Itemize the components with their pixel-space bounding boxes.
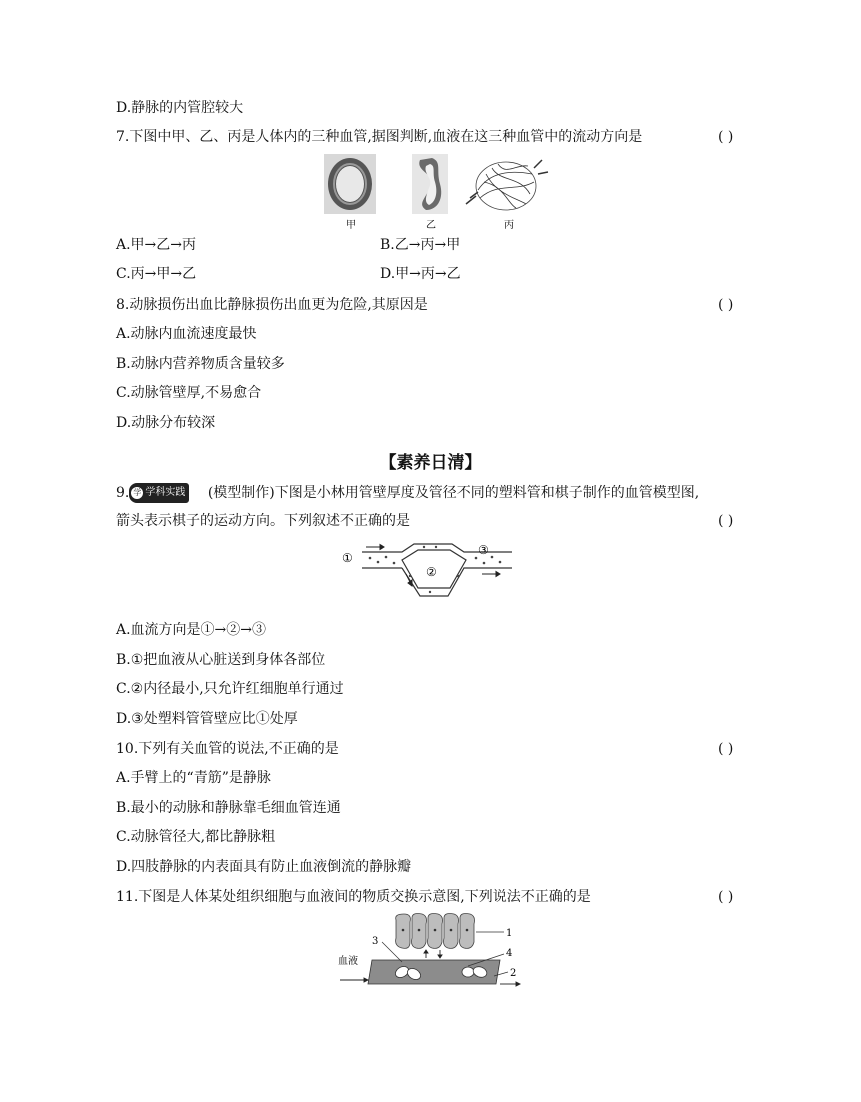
q9-stem-line2: 箭头表示棋子的运动方向。下列叙述不正确的是 (116, 513, 410, 529)
q11-stem: 11.下图是人体某处组织细胞与血液间的物质交换示意图,下列说法不正确的是 (116, 889, 591, 905)
q10-option-c: C.动脉管径大,都比静脉粗 (116, 829, 276, 845)
q9-stem-text1: (模型制作)下图是小林用管壁厚度及管径不同的塑料管和棋子制作的血管模型图, (207, 485, 700, 501)
q10-option-a: A.手臂上的“青筋”是静脉 (116, 770, 271, 786)
section-title: 【素养日清】 (379, 453, 482, 473)
q6-option-d: D.静脉的内管腔较大 (116, 100, 244, 116)
q8-option-d: D.动脉分布较深 (116, 415, 216, 431)
q9-stem-line1 (116, 483, 699, 503)
label-2: 2 (510, 968, 517, 979)
label-4: 4 (506, 948, 513, 959)
q7-answer-paren: ( ) (718, 129, 734, 145)
tube-label-2: ② (426, 565, 437, 579)
discipline-practice-badge (129, 483, 189, 503)
vessel-bing-image (466, 160, 548, 210)
vessel-jia-image (324, 154, 376, 214)
label-1: 1 (506, 928, 513, 939)
tube-label-3: ③ (478, 543, 489, 557)
q7-stem: 7.下图中甲、乙、丙是人体内的三种血管,据图判断,血液在这三种血管中的流动方向是 (116, 129, 643, 145)
q10-answer-paren: ( ) (718, 741, 734, 757)
vessel-label-bing: 丙 (504, 220, 514, 231)
vessel-label-yi: 乙 (426, 220, 436, 231)
q10-stem: 10.下列有关血管的说法,不正确的是 (116, 741, 339, 757)
q8-stem: 8.动脉损伤出血比静脉损伤出血更为危险,其原因是 (116, 297, 428, 313)
q7-vessel-figure (320, 152, 550, 232)
badge-label: 学科实践 (145, 487, 186, 498)
q11-answer-paren: ( ) (718, 889, 734, 905)
vessel-yi-image (412, 154, 448, 214)
q7-option-a: A.甲→乙→丙 (116, 237, 197, 253)
q9-number: 9. (116, 485, 130, 501)
q9-option-d: D.③处塑料管管壁应比①处厚 (116, 711, 298, 727)
badge-icon: 学 (133, 488, 142, 497)
tube-label-1: ① (342, 551, 353, 565)
vessel-label-jia: 甲 (346, 220, 356, 231)
q8-option-c: C.动脉管壁厚,不易愈合 (116, 385, 262, 401)
q7-option-c: C.丙→甲→乙 (116, 266, 197, 282)
q10-option-b: B.最小的动脉和静脉靠毛细血管连通 (116, 800, 341, 816)
q10-option-d: D.四肢静脉的内表面具有防止血液倒流的静脉瓣 (116, 859, 412, 875)
label-3: 3 (372, 936, 379, 947)
q7-option-b: B.乙→丙→甲 (380, 237, 461, 253)
q9-option-a: A.血流方向是①→②→③ (116, 622, 267, 638)
q9-option-b: B.①把血液从心脏送到身体各部位 (116, 652, 326, 668)
q7-option-d: D.甲→丙→乙 (380, 266, 461, 282)
q8-option-a: A.动脉内血流速度最快 (116, 326, 257, 342)
q11-exchange-figure (336, 912, 532, 992)
q8-answer-paren: ( ) (718, 297, 734, 313)
q9-vessel-model-figure (340, 540, 520, 604)
blood-label: 血液 (338, 956, 358, 967)
q9-answer-paren: ( ) (718, 513, 734, 529)
q8-option-b: B.动脉内营养物质含量较多 (116, 356, 285, 372)
q9-option-c: C.②内径最小,只允许红细胞单行通过 (116, 681, 344, 697)
